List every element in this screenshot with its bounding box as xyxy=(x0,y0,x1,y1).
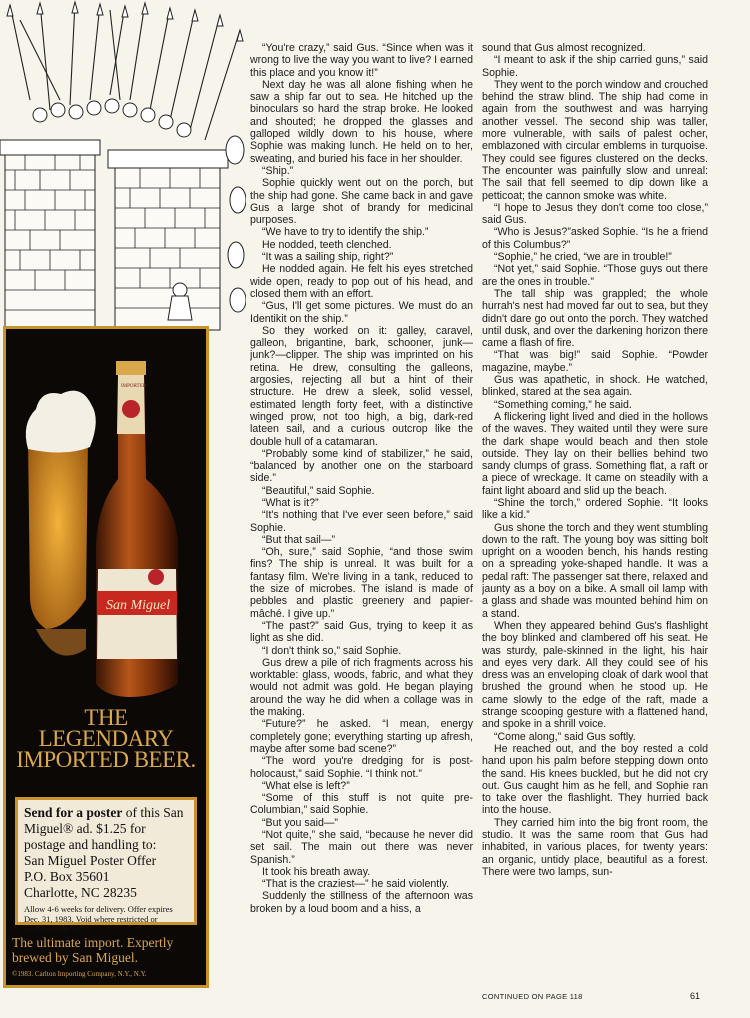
paragraph: “We have to try to identify the ship.” xyxy=(262,226,429,239)
beer-photo xyxy=(6,329,206,699)
paragraph: “I don't think so,” said Sophie. xyxy=(262,644,402,657)
headline-line-1: THE xyxy=(84,705,128,730)
headline-line-3: IMPORTED BEER. xyxy=(16,747,196,772)
san-miguel-advertisement xyxy=(3,326,209,988)
paragraph: “Come along,” said Gus softly. xyxy=(494,730,636,743)
paragraph: Suddenly the stillness of the afternoon was broken by a loud boom and a hiss, a xyxy=(250,890,473,915)
paragraph: “Oh, sure,” said Sophie, “and those swim fins? The ship is unreal. It was built for a fantasy film. We're living in a tank, reduced to the size of microbes. The island is made of pebbles and plastic greenery and papier-mâché. I give up.” xyxy=(250,546,473,620)
offer-rest: of this San Miguel® ad. $1.25 for postage and handling to: xyxy=(24,805,184,852)
paragraph: “Not yet,” said Sophie. “Those guys out there are the ones in trouble.” xyxy=(482,263,708,288)
paragraph: So they worked on it: galley, caravel, galleon, brigantine, bark, schooner, junk—junk?—clipper. The ship was imprinted on his retina. He drew, consulting the galleons, argosies, rejecting all but a hint of their structure. He drew a sleek, solid vessel, estimated length forty feet, with a distinctive winged prow, not too high, a big, dark-red lateen sail, and a curious outcrop like the double hull of a catamaran. xyxy=(250,324,473,448)
paragraph: When they appeared behind Gus's flashlight the boy blinked and clambered off his seat. He was sturdy, pale-skinned in the light, his hair and eyes very dark. All they could see of his dress was an enveloping cloak of dark wool that brushed the ground when he stood up. He came slowly to the edge of the raft, made a strange scooping gesture with a flattened hand, and spoke in a shrill voice. xyxy=(482,619,708,731)
castle-illustration xyxy=(0,0,246,340)
bottle-label-brand: San Miguel xyxy=(106,598,171,613)
paragraph: “That was big!” said Sophie. “Powder magazine, maybe.” xyxy=(482,349,708,374)
paragraph: It took his breath away. xyxy=(262,865,371,878)
ad-headline xyxy=(6,707,206,770)
paragraph: “Shine the torch,” ordered Sophie. “It looks like a kid.” xyxy=(482,496,708,522)
paragraph: “Beautiful,” said Sophie. xyxy=(262,484,375,497)
paragraph: sound that Gus almost recognized. xyxy=(482,42,646,54)
continued-note: CONTINUED ON PAGE 118 xyxy=(482,992,583,1001)
paragraph: “The word you're dredging for is post-holocaust,” said Sophie. “I think not.” xyxy=(250,755,473,780)
paragraph: Gus drew a pile of rich fragments across his worktable: glass, woods, fabric, and what they would not admit was gold. He began playing around the way he did when a collage was in the making. xyxy=(250,656,473,719)
paragraph: “I hope to Jesus they don't come too close,” said Gus. xyxy=(482,201,708,227)
page-number: 61 xyxy=(690,991,701,1001)
story-column-2 xyxy=(482,42,708,972)
paragraph: They carried him into the big front room, the studio. It was the same room that Gus had inhabited, in various places, for twenty years: an organic, untidy place, beautiful as a forest. There were two lamps, sun- xyxy=(482,816,708,878)
paragraph: “I meant to ask if the ship carried guns,” said Sophie. xyxy=(482,54,708,79)
paragraph: “Not quite,” she said, “because he never did set sail. The main out there was never Spanish.” xyxy=(250,829,473,866)
paragraph: “It was a sailing ship, right?” xyxy=(262,251,394,264)
paragraph: “It's nothing that I've ever seen before,” said Sophie. xyxy=(250,509,473,534)
paragraph: The tall ship was grappled; the whole hurrah's nest had moved far out to sea, but they didn't dare go out onto the porch. They watched until dusk, and over the darkening horizon there came a flash of fire. xyxy=(482,287,708,350)
ad-tagline: The ultimate import. Expertly brewed by San Miguel. xyxy=(12,935,174,965)
address-line-1: San Miguel Poster Offer xyxy=(24,853,157,868)
paragraph: “The past?” said Gus, trying to keep it as light as she did. xyxy=(250,619,473,645)
paragraph: “Sophie,” he cried, “we are in trouble!” xyxy=(494,251,672,264)
paragraph: “Ship.” xyxy=(262,164,294,177)
offer-fine-print: Allow 4-6 weeks for delivery. Offer expires Dec. 31, 1983. Void where restricted or prohibited by law. xyxy=(24,904,173,934)
paragraph: He nodded again. He felt his eyes stretched wide open, ready to pop out of his head, and closed them with an effort. xyxy=(250,263,473,300)
paragraph: Next day he was all alone fishing when he saw a ship far out to sea. He hitched up the binoculars so hard the strap broke. He looked and shouted; he dropped the glasses and galloped wildly down to his house, where Sophie was making lunch. He held on to her, sweating, and buried his face in her shoulder. xyxy=(250,78,473,165)
offer-bold: Send for a poster xyxy=(24,805,123,820)
paragraph: Gus shone the torch and they went stumbling down to the raft. The young boy was sitting bolt upright on a wooden bench, his hands resting on a spreading yoke-shaped handle. It was a pedal raft: The passenger sat there, relaxed and jaunty as a boy on a bike. A small oil lamp with a glass and shade was mounted behind him on a stand. xyxy=(482,521,708,620)
bottle-label-top: IMPORTED xyxy=(121,384,147,389)
paragraph: “Who is Jesus?”asked Sophie. “Is he a friend of this Columbus?” xyxy=(482,226,708,251)
paragraph: “But you said—” xyxy=(262,816,338,829)
poster-offer-box xyxy=(15,797,197,934)
paragraph: A flickering light lived and died in the hollows of the waves. They waited until they were sure the dark shape would beach and then stole outside. They lay on their bellies behind two sandy clumps of grass. Something flat, a raft or a piece of wreckage. It came on steadily with a faint light aboard and slid up the beach. xyxy=(482,410,708,497)
headline-line-2: LEGENDARY xyxy=(38,726,174,751)
paragraph: “What else is left?” xyxy=(262,779,350,792)
story-column-1 xyxy=(250,42,473,972)
paragraph: “That is the craziest—” he said violently. xyxy=(262,878,450,891)
paragraph: “Some of this stuff is not quite pre-Columbian,” said Sophie. xyxy=(250,792,473,817)
paragraph: “Future?” he asked. “I mean, energy completely gone; everything starting up afresh, maybe after some bad scene?” xyxy=(250,718,473,755)
paragraph: “You're crazy,” said Gus. “Since when was it wrong to live the way you want to live? I earned this place and you know it!” xyxy=(250,42,473,79)
offer-text xyxy=(24,805,188,901)
paragraph: “But that sail—” xyxy=(262,533,336,546)
paragraph: He reached out, and the boy rested a cold hand upon his palm before stepping down onto the sand. His knees buckled, but he did not cry out. Gus caught him as he fell, and Sophie ran to take over the flashlight. They hurried back into the house. xyxy=(482,742,708,817)
paragraph: Gus was apathetic, in shock. He watched, blinked, stared at the sea again. xyxy=(482,374,708,399)
paragraph: They went to the porch window and crouched behind the straw blind. The ship had come in again from the southwest and was harrying another vessel. The second ship was taller, more vulnerable, with sails of palest ocher, emblazoned with circular emblems in turquoise. They could see figures clustered on the decks. The encounter was painfully slow and unreal: The sail that fell seemed to dip down like a petticoat; the cannon smoke was white. xyxy=(482,78,708,202)
castle-drawing-icon xyxy=(0,0,246,340)
paragraph: “Probably some kind of stabilizer,” he said, “balanced by another one on the starboard side.” xyxy=(250,447,473,485)
paragraph: “What is it?” xyxy=(262,496,319,509)
paragraph: “Something coming,” he said. xyxy=(494,398,632,411)
address-line-3: Charlotte, NC 28235 xyxy=(24,885,137,900)
paragraph: “Gus, I'll get some pictures. We must do an Identikit on the ship.” xyxy=(250,300,473,325)
paragraph: He nodded, teeth clenched. xyxy=(262,238,392,251)
address-line-2: P.O. Box 35601 xyxy=(24,869,110,884)
ad-copyright: ©1983. Carlton Importing Company, N.Y., N.Y. xyxy=(12,970,147,978)
paragraph: Sophie quickly went out on the porch, but the ship had gone. She came back in and gave Gus a large shot of brandy for medicinal purposes. xyxy=(250,177,473,227)
